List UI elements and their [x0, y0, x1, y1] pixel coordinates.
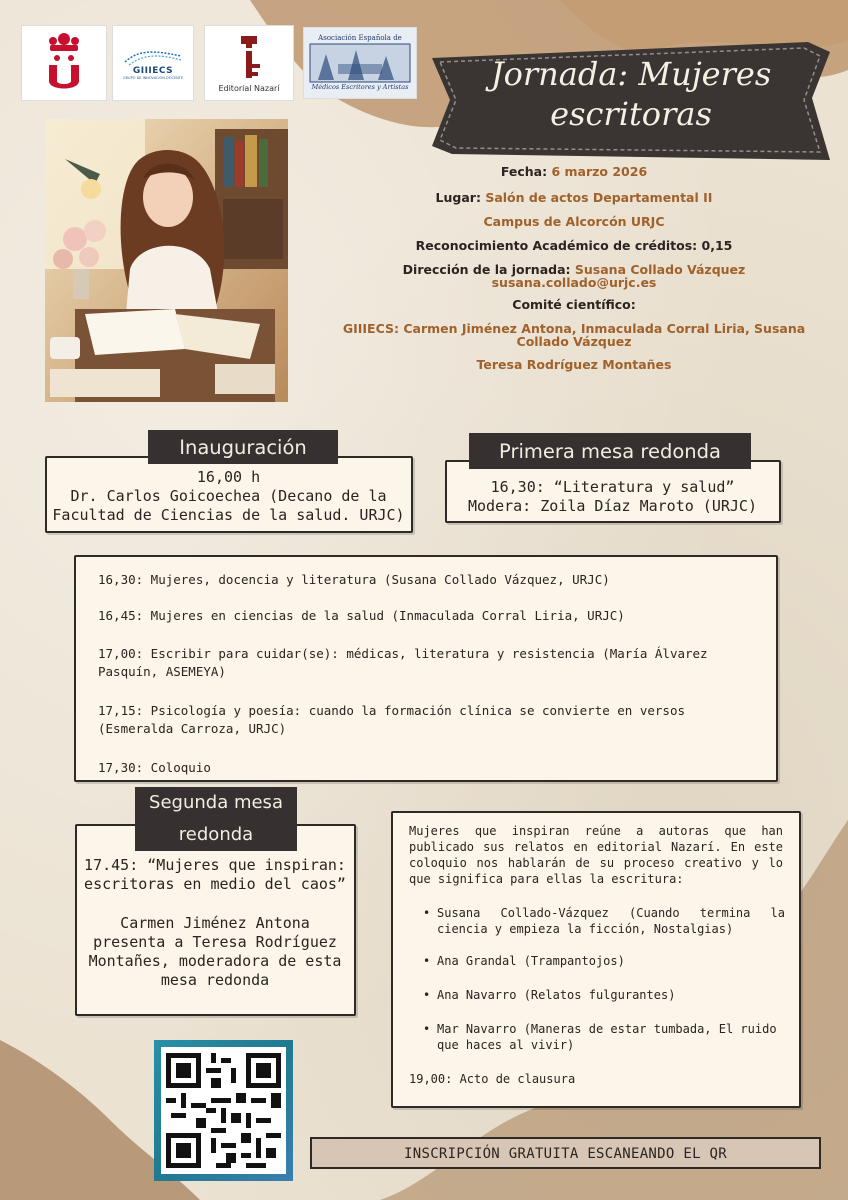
- lugar-value: Salón de actos Departamental II: [485, 190, 713, 205]
- asociacion-logo: [304, 28, 416, 98]
- program-item: 17,00: Escribir para cuidar(se): médicas, literatura y resistencia (María Álvarez: [98, 646, 708, 661]
- program-item: 17,30: Coloquio: [98, 760, 211, 775]
- page-title: [432, 54, 830, 134]
- qr-code-icon: [161, 1047, 286, 1174]
- primera-mesa-content: [447, 478, 778, 516]
- campus: Campus de Alcorcón URJC: [483, 214, 665, 229]
- inauguracion-time: 16,00 h: [196, 468, 261, 486]
- author-item: [415, 987, 785, 1003]
- inauguracion-line-1: Dr. Carlos Goicoechea (Decano de la: [70, 487, 387, 505]
- key-icon: [234, 34, 264, 82]
- title-line-2: escritoras: [550, 95, 712, 133]
- primera-mesa-line-1: 16,30: “Literatura y salud”: [490, 478, 735, 496]
- inauguracion-box: [45, 456, 413, 533]
- inscripcion-text: INSCRIPCIÓN GRATUITA ESCANEANDO EL QR: [404, 1146, 727, 1162]
- author-item: [415, 953, 785, 969]
- comite-line-2: Collado Vázquez: [516, 334, 632, 349]
- inauguracion-content: [47, 468, 410, 525]
- giiiecs-waves-icon: [123, 46, 183, 66]
- program-item: (Esmeralda Carroza, URJC): [98, 721, 287, 736]
- fecha-label: Fecha:: [500, 164, 548, 179]
- program-box: [74, 555, 778, 782]
- asociacion-top-text: Asociación Española de: [318, 34, 402, 43]
- primera-mesa-tag: Primera mesa redonda: [469, 433, 751, 469]
- program-item: 17,15: Psicología y poesía: cuando la formación clínica se convierte en versos: [98, 703, 685, 718]
- giiiecs-logo: [113, 26, 193, 100]
- comite-line-3: Teresa Rodríguez Montañes: [476, 357, 672, 372]
- program-item: 16,45: Mujeres en ciencias de la salud (Inmaculada Corral Liria, URJC): [98, 608, 625, 623]
- asociacion-bottom-text: Médicos Escritores y Artistas: [311, 83, 409, 92]
- inauguracion-tag: Inauguración: [148, 430, 338, 464]
- urjc-logo: [22, 26, 106, 100]
- qr-code[interactable]: [154, 1040, 293, 1181]
- segunda-mesa-line-1: 17.45: “Mujeres que inspiran:: [84, 856, 346, 874]
- segunda-mesa-line-5: Montañes, moderadora de esta: [88, 952, 342, 970]
- author-item: [415, 1021, 785, 1053]
- segunda-mesa-line-6: mesa redonda: [160, 971, 270, 989]
- coloquio-box: [391, 811, 801, 1108]
- coloquio-intro: [409, 823, 783, 887]
- primera-mesa-line-2: Modera: Zoila Díaz Maroto (URJC): [468, 497, 757, 515]
- author-line: que haces al vivir): [437, 1038, 575, 1052]
- comite-line-1: GIIIECS: Carmen Jiménez Antona, Inmaculada Corral Liria, Susana: [342, 321, 806, 336]
- segunda-mesa-line-3: Carmen Jiménez Antona: [120, 914, 310, 932]
- lugar-row: [300, 190, 848, 206]
- giiiecs-name: GIIIECS: [132, 66, 174, 76]
- segunda-mesa-box: [75, 824, 356, 1016]
- coloquio-intro-line: publicado sus relatos en editorial Nazarí. En este: [409, 840, 783, 854]
- urjc-emblem-icon: [41, 31, 87, 95]
- segunda-mesa-tag-line-1: Segunda mesa: [149, 792, 283, 813]
- creditos: Reconocimiento Académico de créditos: 0,15: [415, 238, 733, 253]
- author-line: • Ana Grandal (Trampantojos): [437, 954, 625, 968]
- email[interactable]: susana.collado@urjc.es: [491, 275, 657, 290]
- segunda-mesa-content: [77, 856, 353, 990]
- inscripcion-bar[interactable]: [310, 1137, 821, 1169]
- fecha-row: [300, 164, 848, 180]
- direccion-value: Susana Collado Vázquez: [574, 262, 746, 277]
- author-line: • Susana Collado-Vázquez (Cuando termina la: [437, 906, 785, 920]
- program-item: 16,30: Mujeres, docencia y literatura (Susana Collado Vázquez, URJC): [98, 572, 610, 587]
- nazari-logo: [205, 26, 293, 100]
- author-line: • Mar Navarro (Maneras de estar tumbada, El ruido: [437, 1022, 777, 1036]
- author-line: ciencia y empieza la ficción, Nostalgias): [437, 922, 734, 936]
- segunda-mesa-tag: [135, 787, 297, 851]
- direccion-label: Dirección de la jornada:: [402, 262, 571, 277]
- fecha-value: 6 marzo 2026: [551, 164, 648, 179]
- title-line-1: Jornada: Mujeres: [490, 55, 772, 93]
- woman-writing-illustration: [45, 119, 288, 402]
- giiiecs-subtitle: GRUPO DE INNOVACIÓN DOCENTE: [122, 76, 184, 80]
- segunda-mesa-line-4: presenta a Teresa Rodríguez: [93, 933, 337, 951]
- inauguracion-line-2: Facultad de Ciencias de la salud. URJC): [52, 506, 405, 524]
- nazari-name: Editorial Nazarí: [218, 83, 280, 93]
- comite-label: Comité científico:: [512, 297, 636, 312]
- author-line: • Ana Navarro (Relatos fulgurantes): [437, 988, 676, 1002]
- segunda-mesa-line-2: escritoras en medio del caos”: [84, 875, 346, 893]
- coloquio-intro-line: coloquio nos hablarán de su proceso creativo y lo: [409, 856, 783, 870]
- lugar-label: Lugar:: [435, 190, 481, 205]
- engraving-icon: [308, 42, 412, 84]
- primera-mesa-box: [445, 460, 781, 523]
- clausura: 19,00: Acto de clausura: [409, 1072, 576, 1086]
- coloquio-intro-line: Mujeres que inspiran reúne a autoras que han: [409, 824, 783, 838]
- segunda-mesa-tag-line-2: redonda: [178, 824, 254, 845]
- program-item: Pasquín, ASEMEYA): [98, 664, 226, 679]
- author-item: [415, 905, 785, 937]
- coloquio-intro-line: que significa para ellas la escritura:: [409, 872, 684, 886]
- authors-list: [415, 905, 785, 1053]
